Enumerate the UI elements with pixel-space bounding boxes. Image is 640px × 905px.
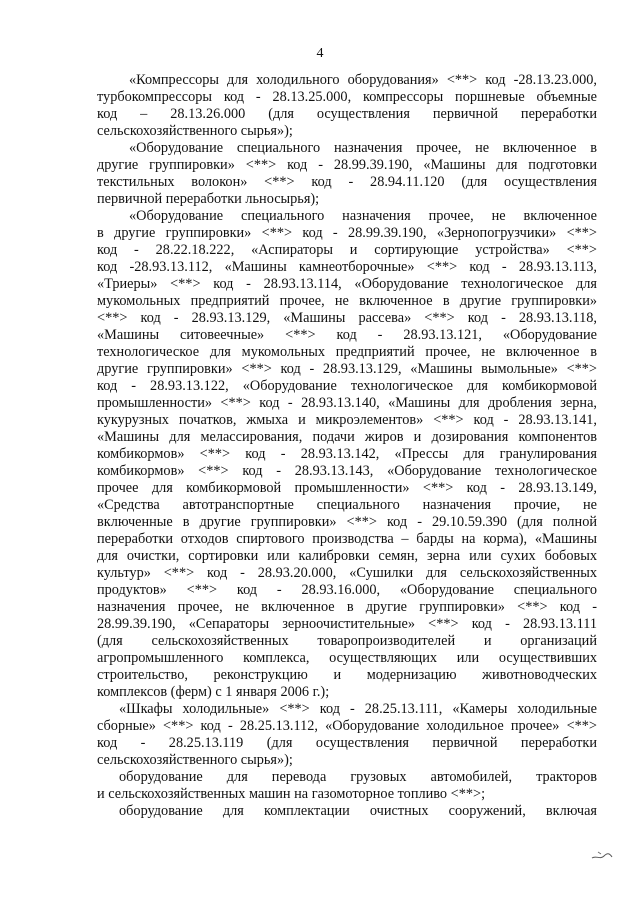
- text-line: комплексов (ферм) с 1 января 2006 г.);: [97, 684, 330, 700]
- text-line: код -28.93.13.112, «Машины камнеотборочные» <**> код - 28.93.13.113,: [97, 259, 597, 275]
- pen-mark-icon: [590, 848, 614, 862]
- text-line: «Оборудование специального назначения прочее, не включенное в: [129, 140, 597, 156]
- text-line: «Оборудование специального назначения прочее, не включенное: [129, 208, 597, 224]
- text-line: код - 28.22.18.222, «Аспираторы и сортирующие устройства» <**>: [97, 242, 597, 258]
- text-line: «Компрессоры для холодильного оборудования» <**> код -28.13.23.000,: [129, 72, 597, 88]
- text-line: включенные в другие группировки» <**> код - 29.10.59.390 (для полной: [97, 514, 597, 530]
- text-line: комбикормов» <**> код - 28.93.13.143, «Оборудование технологическое: [97, 463, 597, 479]
- text-line: код – 28.13.26.000 (для осуществления первичной переработки: [97, 106, 597, 122]
- text-line: оборудование для комплектации очистных сооружений, включая: [119, 803, 597, 819]
- text-line: сборные» <**> код - 28.25.13.112, «Оборудование холодильное прочее» <**>: [97, 718, 597, 734]
- text-line: продуктов» <**> код - 28.93.16.000, «Оборудование специального: [97, 582, 597, 598]
- text-line: другие группировки» <**> код - 28.99.39.190, «Машины для подготовки: [97, 157, 597, 173]
- text-line: первичной переработки льносырья);: [97, 191, 320, 207]
- text-line: (для сельскохозяйственных товаропроизводителей и организаций: [97, 633, 597, 649]
- text-line: <**> код - 28.93.13.129, «Машины рассева» <**> код - 28.93.13.118,: [97, 310, 597, 326]
- text-line: культур» <**> код - 28.93.20.000, «Сушилки для сельскохозяйственных: [97, 565, 597, 581]
- text-line: в другие группировки» <**> код - 28.99.39.190, «Зернопогрузчики» <**>: [97, 225, 597, 241]
- text-line: агропромышленного комплекса, осуществляющих или осуществивших: [97, 650, 597, 666]
- text-line: 28.99.39.190, «Сепараторы зерноочистительные» <**> код - 28.93.13.111: [97, 616, 597, 632]
- document-body: [97, 72, 597, 820]
- text-line: комбикормов» <**> код - 28.93.13.142, «Прессы для гранулирования: [97, 446, 597, 462]
- text-line: кукурузных початков, жмыха и микроэлементов» <**> код - 28.93.13.141,: [97, 412, 597, 428]
- text-line: сельскохозяйственного сырья»);: [97, 752, 293, 768]
- text-line: «Триеры» <**> код - 28.93.13.114, «Оборудование технологическое для: [97, 276, 597, 292]
- text-line: текстильных волокон» <**> код - 28.94.11.120 (для осуществления: [97, 174, 597, 190]
- text-line: для очистки, сортировки или калибровки семян, зерна или сухих бобовых: [97, 548, 597, 564]
- text-line: другие группировки» <**> код - 28.93.13.129, «Машины вымольные» <**>: [97, 361, 597, 377]
- text-line: «Машины ситовеечные» <**> код - 28.93.13.121, «Оборудование: [97, 327, 597, 343]
- text-line: переработки отходов спиртового производства – барды на корма), «Машины: [97, 531, 597, 547]
- text-line: «Шкафы холодильные» <**> код - 28.25.13.111, «Камеры холодильные: [119, 701, 597, 717]
- text-line: код - 28.25.13.119 (для осуществления первичной переработки: [97, 735, 597, 751]
- text-line: технологическое для мукомольных предприятий прочее, не включенное в: [97, 344, 597, 360]
- text-line: прочее для комбикормовой промышленности» <**> код - 28.93.13.149,: [97, 480, 597, 496]
- text-line: турбокомпрессоры код - 28.13.25.000, компрессоры поршневые объемные: [97, 89, 597, 105]
- text-line: и сельскохозяйственных машин на газомоторное топливо <**>;: [97, 786, 486, 802]
- text-line: строительство, реконструкцию и модернизацию животноводческих: [97, 667, 597, 683]
- text-line: мукомольных предприятий прочее, не включенное в другие группировки»: [97, 293, 597, 309]
- text-line: сельскохозяйственного сырья»);: [97, 123, 293, 139]
- page-number: 4: [316, 46, 324, 61]
- text-line: «Средства автотранспортные специального назначения прочие, не: [97, 497, 597, 513]
- text-line: «Машины для мелассирования, подачи жиров и дозирования компонентов: [97, 429, 597, 445]
- text-line: оборудование для перевода грузовых автомобилей, тракторов: [119, 769, 597, 785]
- text-line: код - 28.93.13.122, «Оборудование технологическое для комбикормовой: [97, 378, 597, 394]
- text-line: промышленности» <**> код - 28.93.13.140, «Машины для дробления зерна,: [97, 395, 597, 411]
- text-line: назначения прочее, не включенное в другие группировки» <**> код -: [97, 599, 597, 615]
